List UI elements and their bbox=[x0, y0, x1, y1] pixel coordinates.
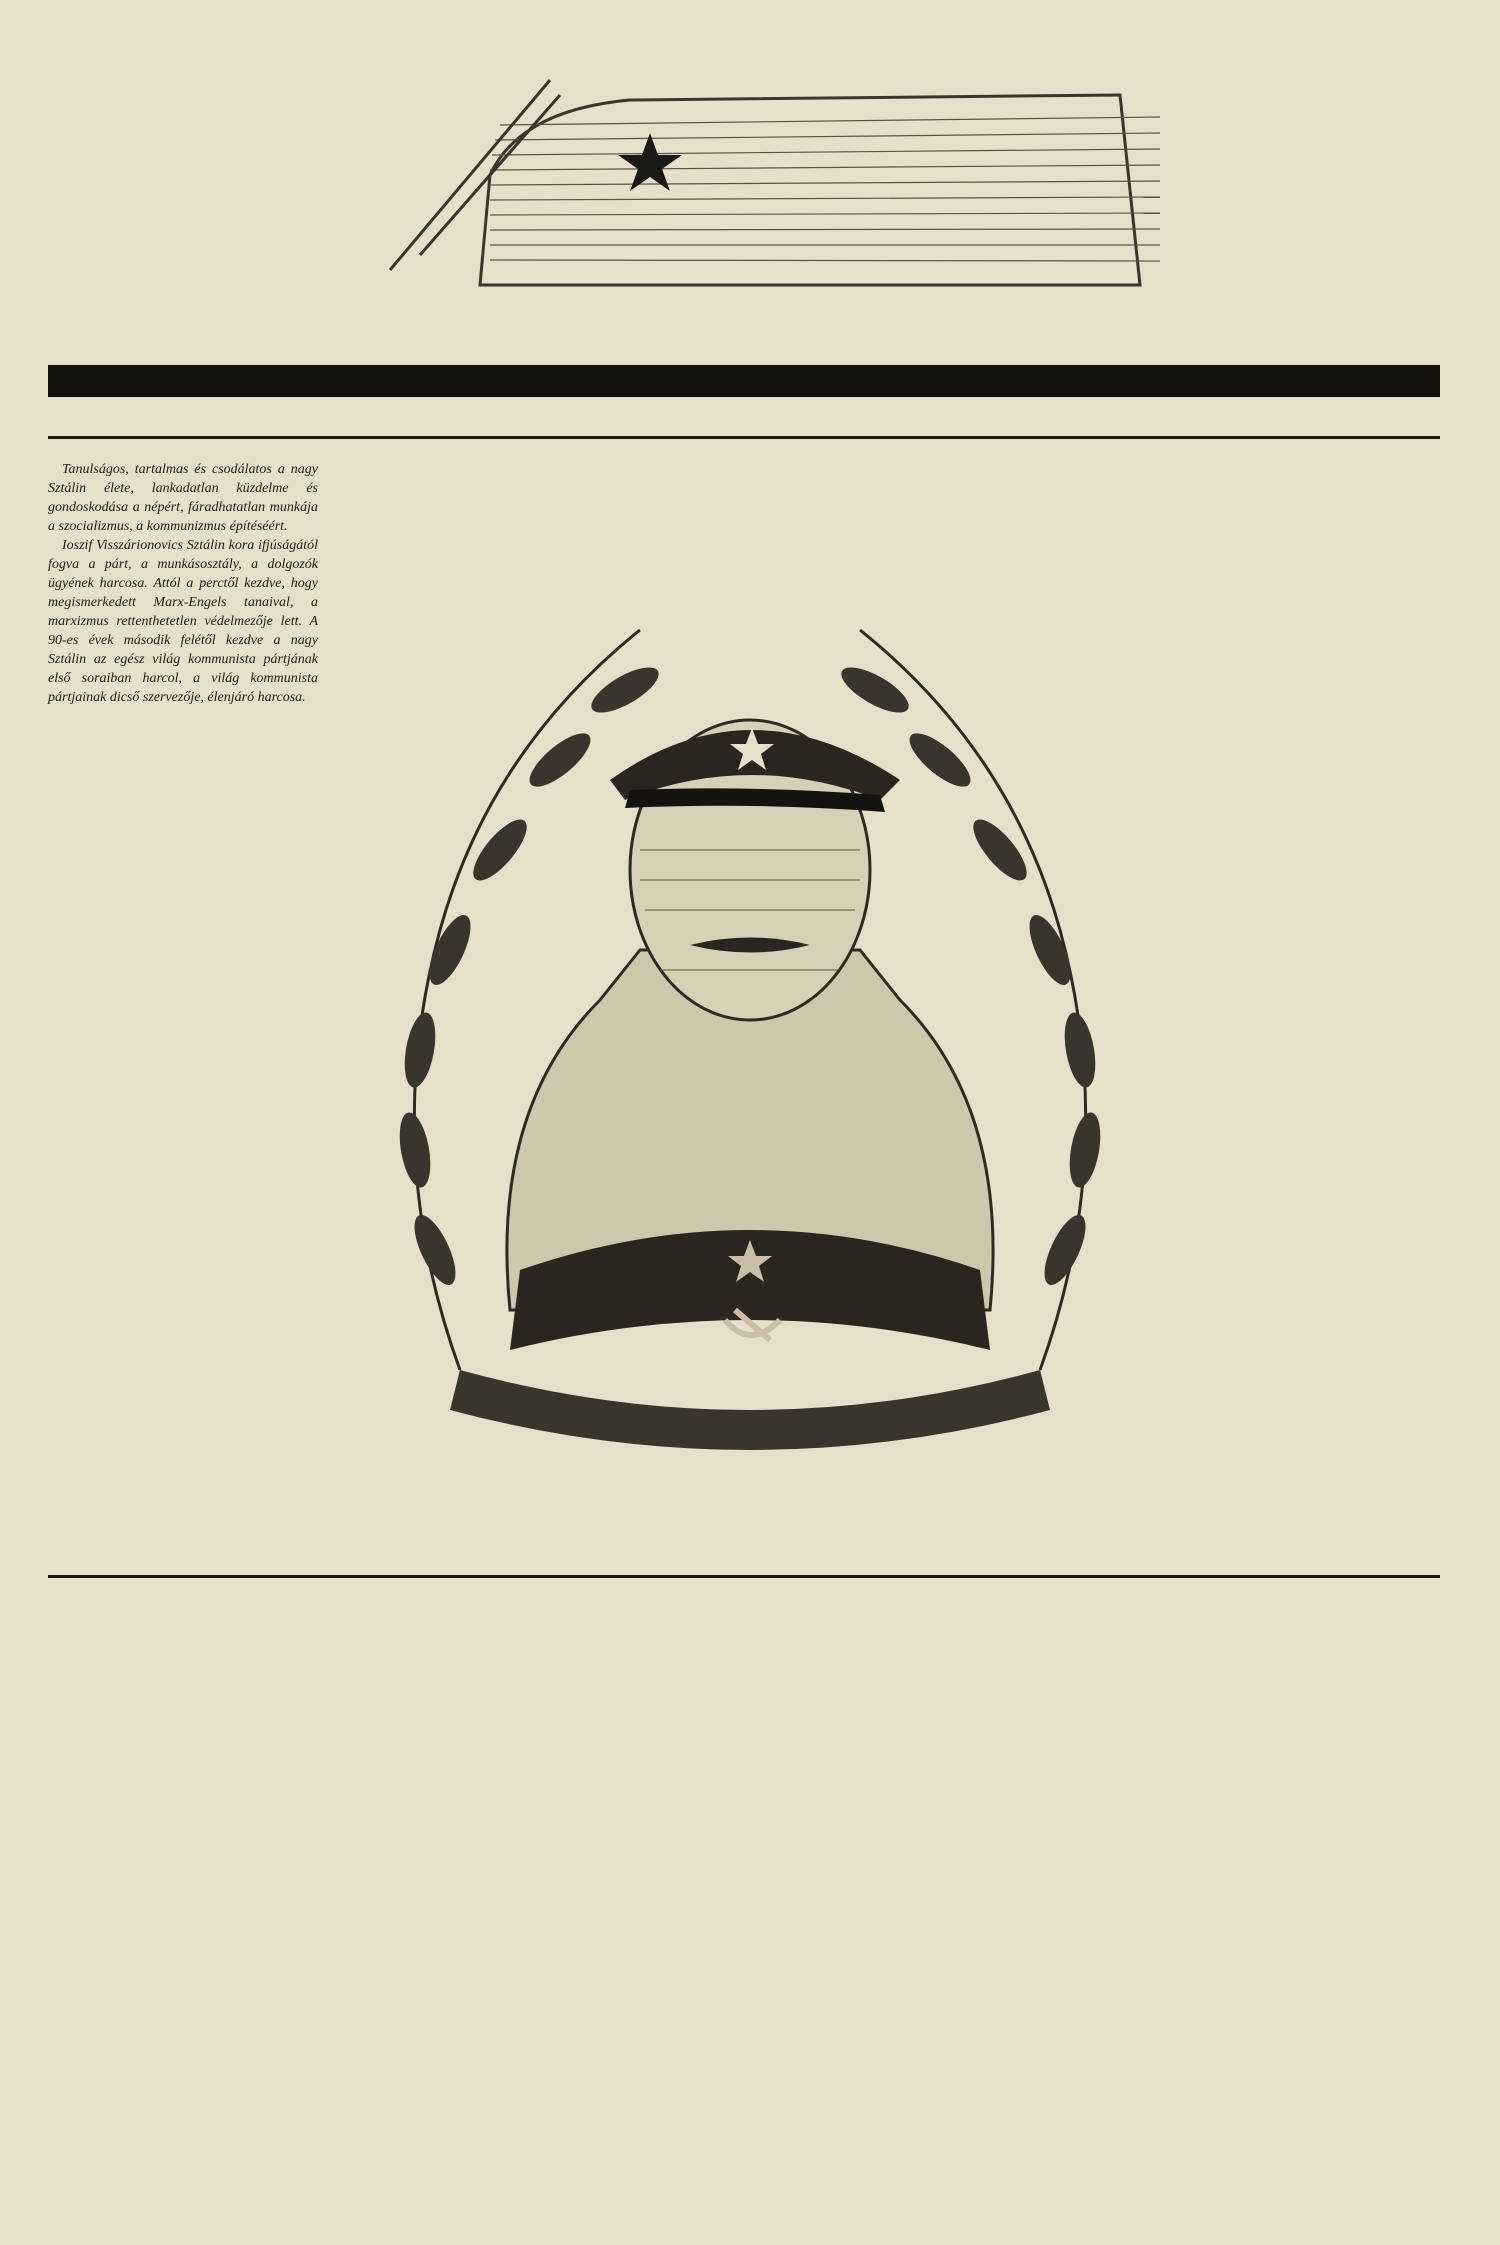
portrait-illustration bbox=[340, 550, 1160, 1500]
locomotive-illustration bbox=[300, 55, 1180, 345]
paragraph: Ioszif Visszárionovics Sztálin kora ifjúságától fogva a párt, a munkásosztály, a dolgozók ügyének harcosa. Attól a perctől kezdve, hogy megismerkedett Marx-Engels tanaival, a marxizmus rettenthetetlen védelmezője lett. A 90-es évek második felétől kezdve a nagy Sztálin az egész világ kommunista pártjának első soraiban harcol, a világ kommunista pártjainak dicső szervezője, élenjáró harcosa. bbox=[48, 538, 318, 705]
paragraph: Tanulságos, tartalmas és csodálatos a nagy Sztálin élete, lankadatlan küzdelme és gondoskodása a népért, fáradhatatlan munkája a szocializmus, a kommunizmus építéséért. bbox=[48, 462, 318, 534]
left-column-intro bbox=[48, 460, 318, 707]
masthead bbox=[0, 0, 1500, 440]
subtitle-banner bbox=[48, 365, 1440, 397]
masthead-rule bbox=[48, 436, 1440, 439]
section-rule bbox=[48, 1575, 1440, 1578]
